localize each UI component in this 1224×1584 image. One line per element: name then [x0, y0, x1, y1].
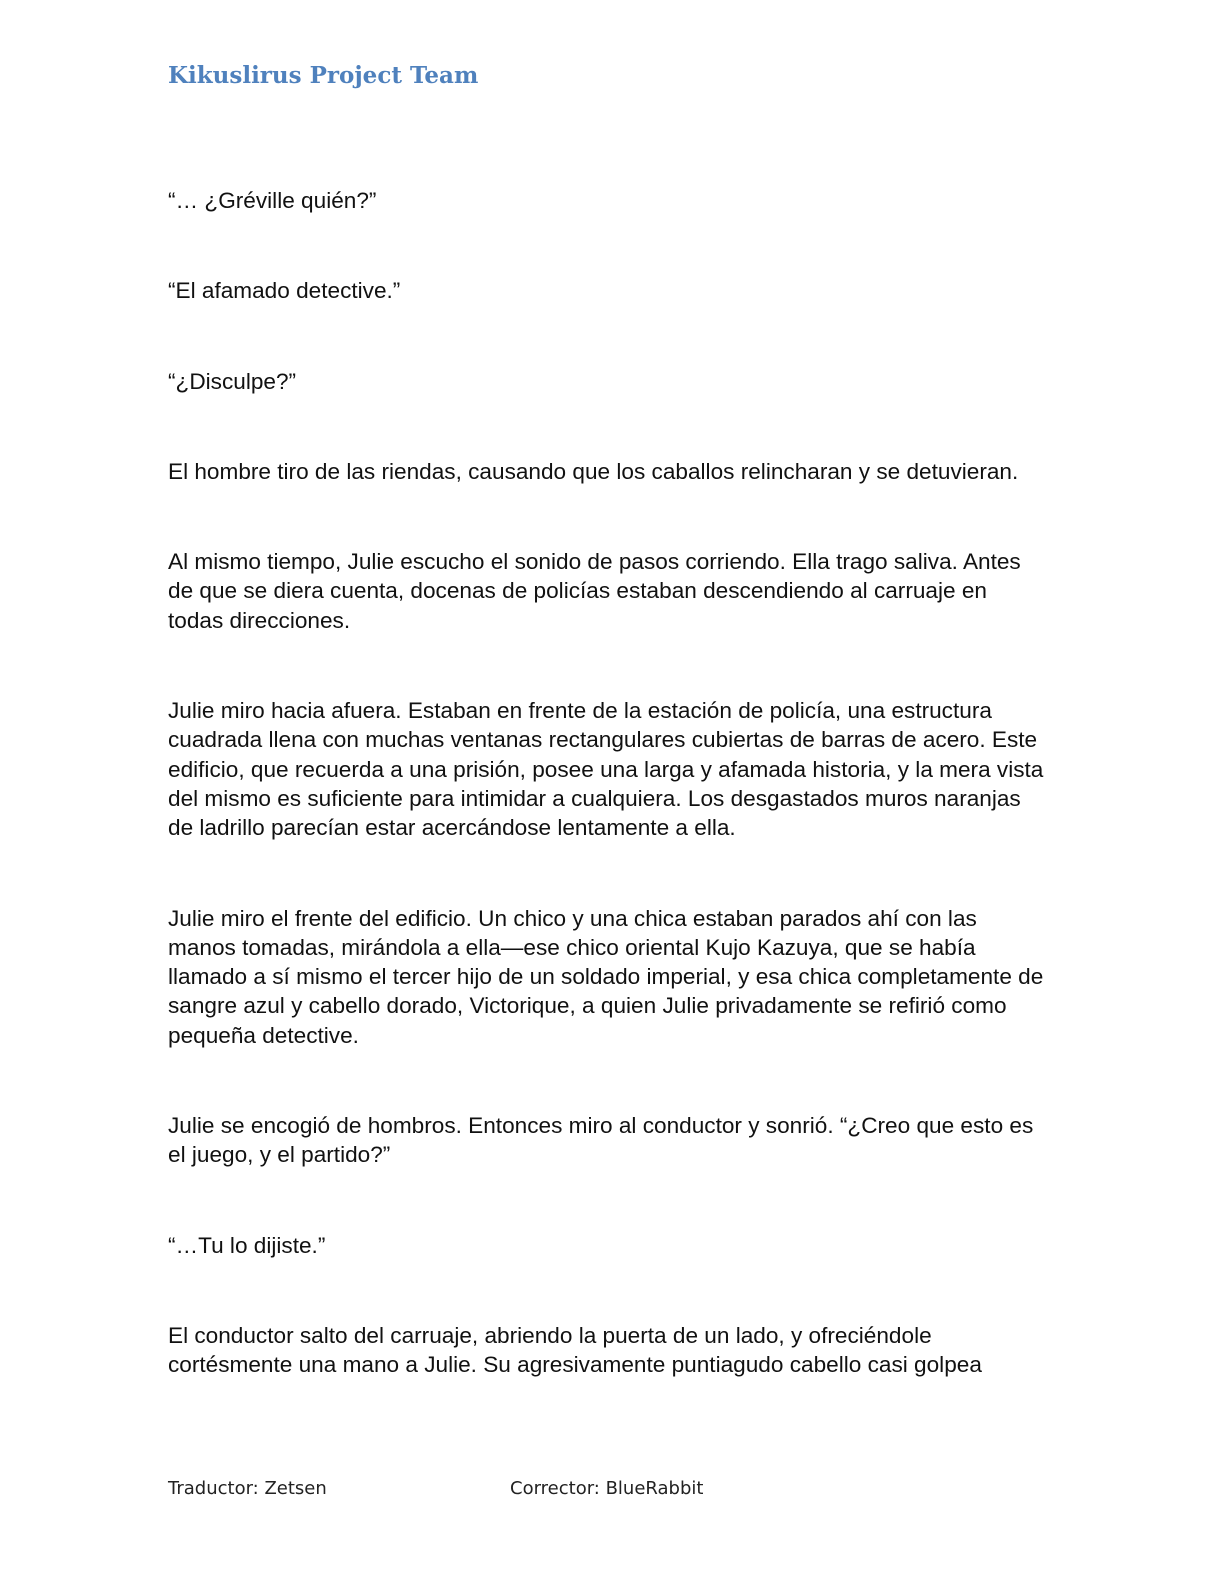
paragraph: Al mismo tiempo, Julie escucho el sonido de pasos corriendo. Ella trago saliva. Antes de que se diera cuenta, docenas de policías estaban descendiendo al carruaje en todas direcciones. — [168, 549, 1021, 633]
paragraph: Julie se encogió de hombros. Entonces miro al conductor y sonrió. “¿Creo que esto es el juego, y el partido?” — [168, 1113, 1034, 1168]
footer-translator: Traductor: Zetsen — [168, 1478, 327, 1499]
document-body — [168, 186, 1048, 1380]
paragraph: “… ¿Gréville quién?” — [168, 188, 377, 213]
paragraph: El conductor salto del carruaje, abriendo la puerta de un lado, y ofreciéndole cortésmente una mano a Julie. Su agresivamente puntiagudo cabello casi golpea — [168, 1322, 982, 1378]
paragraph: El hombre tiro de las riendas, causando que los caballos relincharan y se detuvieran. — [168, 458, 1019, 484]
paragraph: “¿Disculpe?” — [168, 368, 297, 394]
footer-corrector: Corrector: BlueRabbit — [510, 1478, 704, 1499]
header-title: Kikuslirus Project Team — [168, 62, 479, 89]
paragraph: Julie miro el frente del edificio. Un chico y una chica estaban parados ahí con las manos tomadas, mirándola a ella—ese chico oriental Kujo Kazuya, que se había llamado a sí mismo el tercer hijo de un soldado imperial, y esa chica completamente de sangre azul y cabello dorado, Victorique, a quien Julie privadamente se refirió como pequeña detective. — [168, 905, 1044, 1048]
paragraph: “…Tu lo dijiste.” — [168, 1232, 326, 1258]
paragraph: Julie miro hacia afuera. Estaban en frente de la estación de policía, una estructura cuadrada llena con muchas ventanas rectangulares cubiertas de barras de acero. Este edificio, que recuerda a una prisión, posee una larga y afamada historia, y la mera vista del mismo es suficiente para intimidar a cualquiera. Los desgastados muros naranjas de ladrillo parecían estar acercándose lentamente a ella. — [168, 698, 1044, 841]
paragraph: “El afamado detective.” — [168, 278, 401, 304]
